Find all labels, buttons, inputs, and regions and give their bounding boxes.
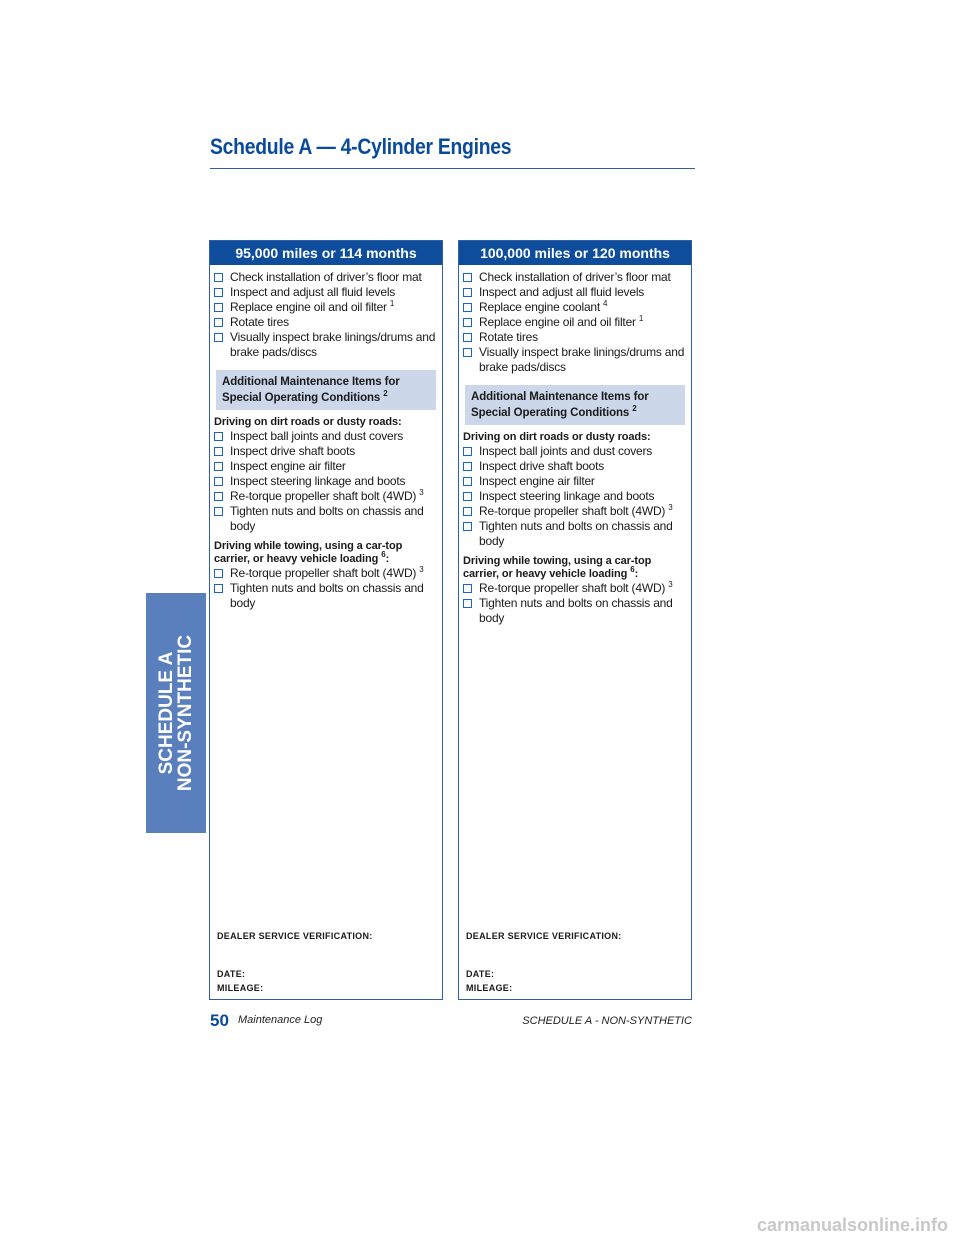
checklist-item bbox=[463, 315, 687, 330]
service-verification bbox=[466, 931, 686, 993]
footnote-ref: 4 bbox=[603, 299, 608, 308]
column-100000 bbox=[458, 240, 692, 1000]
column-95000 bbox=[209, 240, 443, 1000]
checklist-item-text: Inspect and adjust all fluid levels bbox=[479, 285, 645, 299]
checklist-item-text: Check installation of driver’s floor mat bbox=[230, 270, 422, 284]
column-body bbox=[210, 265, 442, 611]
checkbox[interactable] bbox=[214, 303, 223, 312]
checklist bbox=[463, 270, 687, 375]
footnote-ref: 3 bbox=[668, 503, 673, 512]
checklist-item bbox=[463, 504, 687, 519]
column-header: 100,000 miles or 120 months bbox=[459, 241, 691, 265]
checklist-item bbox=[463, 581, 687, 596]
page-title: Schedule A — 4-Cylinder Engines bbox=[210, 134, 512, 159]
footnote-ref: 3 bbox=[419, 565, 424, 574]
checkbox[interactable] bbox=[463, 303, 472, 312]
checklist-item bbox=[214, 504, 438, 534]
checklist bbox=[214, 270, 438, 360]
footnote-ref: 6 bbox=[381, 550, 386, 559]
checklist-item bbox=[214, 429, 438, 444]
checkbox[interactable] bbox=[463, 318, 472, 327]
checkbox[interactable] bbox=[463, 288, 472, 297]
side-tab-line1: SCHEDULE A bbox=[156, 651, 177, 775]
checklist-item bbox=[463, 459, 687, 474]
checklist-item-text: Replace engine oil and oil filter bbox=[230, 300, 387, 314]
mileage-label: MILEAGE: bbox=[466, 983, 513, 993]
checklist bbox=[463, 581, 687, 626]
checklist-item-text: Inspect engine air filter bbox=[479, 474, 595, 488]
checkbox[interactable] bbox=[463, 507, 472, 516]
checklist-item-text: Visually inspect brake linings/drums and brake pads/discs bbox=[479, 345, 685, 374]
footnote-ref: 1 bbox=[389, 299, 395, 308]
checklist-item bbox=[214, 474, 438, 489]
checkbox[interactable] bbox=[463, 447, 472, 456]
checklist-item bbox=[463, 270, 687, 285]
checklist-item bbox=[463, 285, 687, 300]
checkbox[interactable] bbox=[214, 318, 223, 327]
checklist-item-text: Tighten nuts and bolts on chassis and body bbox=[479, 596, 673, 625]
footnote-ref: 3 bbox=[668, 580, 673, 589]
title-divider bbox=[210, 168, 695, 169]
checklist-item bbox=[463, 330, 687, 345]
checklist-item-text: Re-torque propeller shaft bolt (4WD) bbox=[479, 581, 666, 595]
footer-right-label: SCHEDULE A - NON-SYNTHETIC bbox=[522, 1015, 692, 1027]
dirt-roads-heading: Driving on dirt roads or dusty roads: bbox=[214, 416, 402, 428]
checklist-item-text: Rotate tires bbox=[230, 315, 289, 329]
page-number: 50 bbox=[210, 1011, 229, 1030]
column-header: 95,000 miles or 114 months bbox=[210, 241, 442, 265]
footnote-ref: 2 bbox=[383, 389, 388, 398]
checkbox[interactable] bbox=[214, 432, 223, 441]
checklist-item bbox=[463, 345, 687, 375]
special-conditions-title: Additional Maintenance Items for Special Operating Conditions bbox=[471, 391, 649, 419]
checklist-item-text: Inspect drive shaft boots bbox=[479, 459, 605, 473]
towing-heading-text: Driving while towing, using a car-top carrier, or heavy vehicle loading bbox=[463, 555, 652, 580]
date-label: DATE: bbox=[217, 969, 246, 979]
checkbox[interactable] bbox=[214, 492, 223, 501]
checklist-item bbox=[463, 474, 687, 489]
service-verification bbox=[217, 931, 437, 993]
dealer-verification-label: DEALER SERVICE VERIFICATION: bbox=[217, 931, 373, 941]
checkbox[interactable] bbox=[214, 333, 223, 342]
checklist-item-text: Inspect steering linkage and boots bbox=[479, 489, 655, 503]
checklist-item-text: Replace engine coolant bbox=[479, 300, 601, 314]
checklist-item bbox=[214, 566, 438, 581]
checklist-item-text: Replace engine oil and oil filter bbox=[479, 315, 636, 329]
towing-heading-text: Driving while towing, using a car-top carrier, or heavy vehicle loading bbox=[214, 540, 403, 565]
checklist-item-text: Re-torque propeller shaft bolt (4WD) bbox=[230, 489, 417, 503]
watermark: carmanualsonline.info bbox=[756, 1215, 948, 1235]
checkbox[interactable] bbox=[214, 462, 223, 471]
checklist-item bbox=[214, 330, 438, 360]
side-tab-line2: NON-SYNTHETIC bbox=[175, 634, 196, 792]
mileage-label: MILEAGE: bbox=[217, 983, 264, 993]
checkbox[interactable] bbox=[214, 288, 223, 297]
column-body bbox=[459, 265, 691, 626]
checklist-item bbox=[463, 300, 687, 315]
footer-left-label: Maintenance Log bbox=[238, 1014, 323, 1026]
checklist-item-text: Inspect ball joints and dust covers bbox=[230, 429, 404, 443]
date-label: DATE: bbox=[466, 969, 495, 979]
checklist-item bbox=[463, 596, 687, 626]
checklist-item bbox=[214, 315, 438, 330]
side-tab-label bbox=[157, 635, 195, 791]
checklist-item bbox=[463, 489, 687, 504]
checklist-item-text: Inspect engine air filter bbox=[230, 459, 346, 473]
checkbox[interactable] bbox=[463, 599, 472, 608]
checklist-item-text: Re-torque propeller shaft bolt (4WD) bbox=[230, 566, 417, 580]
checklist-item bbox=[214, 581, 438, 611]
checklist-item-text: Inspect steering linkage and boots bbox=[230, 474, 406, 488]
special-conditions-title: Additional Maintenance Items for Special Operating Conditions bbox=[222, 376, 400, 404]
dealer-verification-label: DEALER SERVICE VERIFICATION: bbox=[466, 931, 622, 941]
checklist bbox=[214, 429, 438, 534]
checklist-item-text: Re-torque propeller shaft bolt (4WD) bbox=[479, 504, 666, 518]
towing-heading: Driving while towing, using a car-top carrier, or heavy vehicle loading $^6$: bbox=[463, 555, 652, 580]
checkbox[interactable] bbox=[463, 462, 472, 471]
checkbox[interactable] bbox=[463, 333, 472, 342]
checklist-item-text: Tighten nuts and bolts on chassis and body bbox=[230, 504, 424, 533]
footnote-ref: 6 bbox=[630, 565, 635, 574]
checklist-item-text: Inspect drive shaft boots bbox=[230, 444, 356, 458]
checkbox[interactable] bbox=[214, 507, 223, 516]
checklist-item-text: Tighten nuts and bolts on chassis and body bbox=[230, 581, 424, 610]
checklist-item bbox=[214, 489, 438, 504]
checklist bbox=[214, 566, 438, 611]
checkbox[interactable] bbox=[214, 584, 223, 593]
towing-heading: Driving while towing, using a car-top carrier, or heavy vehicle loading $^6$: bbox=[214, 540, 403, 565]
special-conditions-box bbox=[216, 370, 436, 410]
checklist-item bbox=[463, 444, 687, 459]
checkbox[interactable] bbox=[214, 447, 223, 456]
checklist-item-text: Tighten nuts and bolts on chassis and body bbox=[479, 519, 673, 548]
checkbox[interactable] bbox=[463, 273, 472, 282]
checklist-item bbox=[214, 444, 438, 459]
checklist-item-text: Inspect ball joints and dust covers bbox=[479, 444, 653, 458]
footnote-ref: 2 bbox=[632, 404, 637, 413]
checklist-item bbox=[463, 519, 687, 549]
dirt-roads-heading: Driving on dirt roads or dusty roads: bbox=[463, 431, 651, 443]
checkbox[interactable] bbox=[463, 348, 472, 357]
checkbox[interactable] bbox=[463, 584, 472, 593]
checklist-item bbox=[214, 459, 438, 474]
checkbox[interactable] bbox=[463, 492, 472, 501]
checklist-item bbox=[214, 270, 438, 285]
checkbox[interactable] bbox=[463, 477, 472, 486]
checklist-item-text: Visually inspect brake linings/drums and brake pads/discs bbox=[230, 330, 436, 359]
checkbox[interactable] bbox=[214, 477, 223, 486]
checklist bbox=[463, 444, 687, 549]
checkbox[interactable] bbox=[214, 569, 223, 578]
checklist-item-text: Inspect and adjust all fluid levels bbox=[230, 285, 396, 299]
checklist-item bbox=[214, 285, 438, 300]
checklist-item-text: Rotate tires bbox=[479, 330, 538, 344]
checklist-item-text: Check installation of driver’s floor mat bbox=[479, 270, 671, 284]
checkbox[interactable] bbox=[463, 522, 472, 531]
special-conditions-box bbox=[465, 385, 685, 425]
checkbox[interactable] bbox=[214, 273, 223, 282]
footnote-ref: 3 bbox=[419, 488, 424, 497]
checklist-item bbox=[214, 300, 438, 315]
footnote-ref: 1 bbox=[638, 314, 644, 323]
